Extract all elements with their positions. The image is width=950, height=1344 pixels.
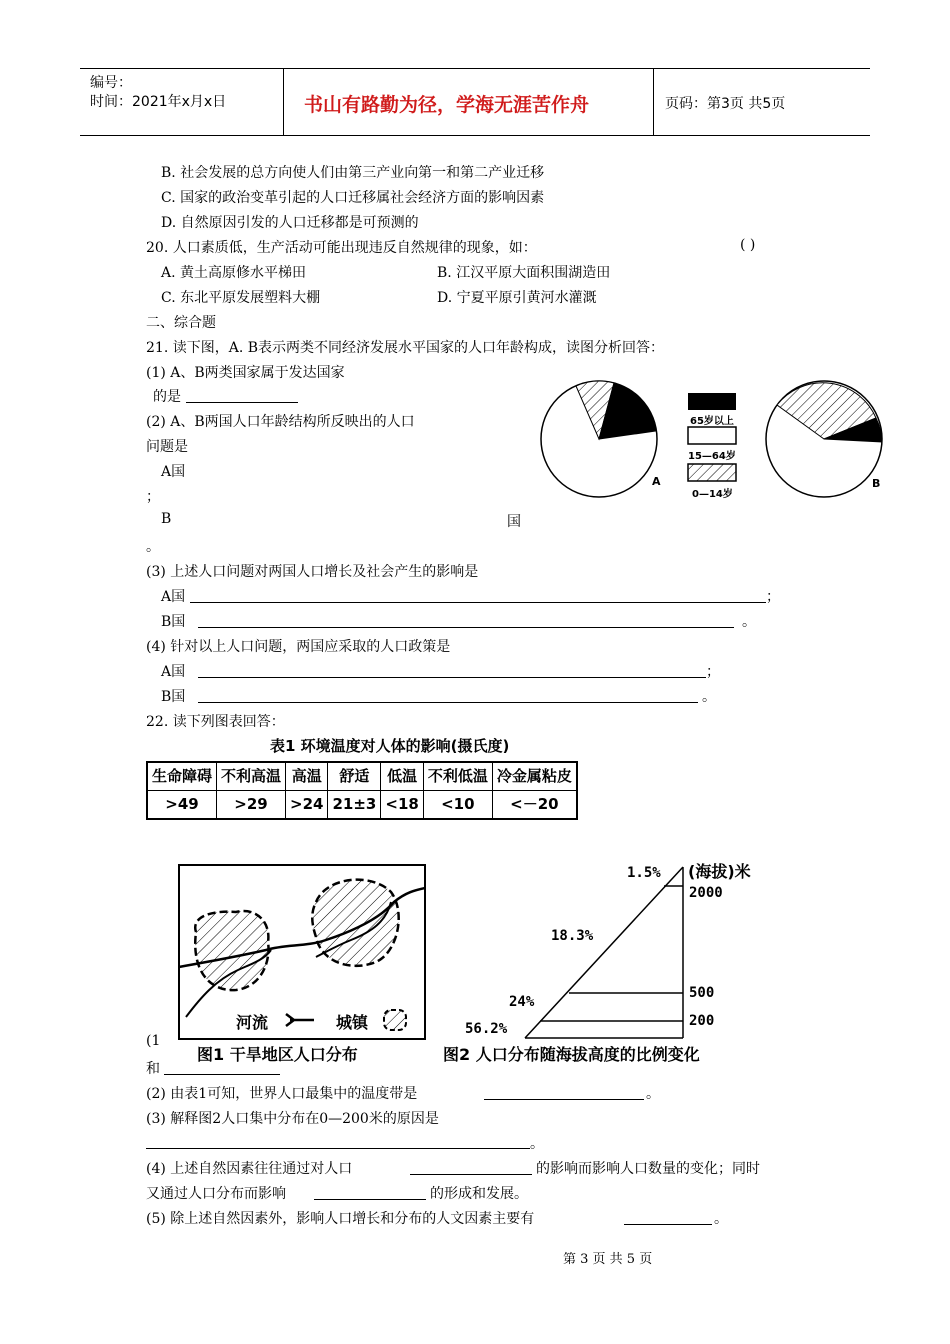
pct-3: 24% — [509, 994, 535, 1010]
option-c: C. 国家的政治变革引起的人口迁移属社会经济方面的影响因素 — [161, 190, 545, 206]
legend-old-label: 65岁以上 — [690, 416, 734, 427]
legend-young-label: 0—14岁 — [692, 489, 733, 500]
table1 — [146, 761, 578, 820]
period: 。 — [714, 1211, 728, 1227]
axis-label: (海拔)米 — [688, 862, 751, 881]
period: 。 — [530, 1136, 544, 1152]
answer-paren: ( ) — [740, 237, 756, 253]
period: 。 — [742, 614, 756, 630]
q20-option-a: A. 黄土高原修水平梯田 — [161, 265, 307, 281]
alt-2000: 2000 — [689, 885, 723, 901]
q22-part2: (2) 由表1可知，世界人口最集中的温度带是 — [146, 1086, 418, 1102]
period: 。 — [702, 689, 716, 705]
table-cell: <18 — [381, 791, 423, 820]
answer-blank — [484, 1099, 644, 1100]
part4-a-label: A国 — [161, 664, 186, 680]
answer-blank — [190, 602, 766, 603]
answer-blank — [164, 1074, 280, 1075]
legend-young-swatch — [688, 464, 736, 481]
legend-mid-label: 15—64岁 — [688, 451, 736, 462]
table-row — [147, 791, 577, 820]
period: 。 — [146, 539, 160, 555]
table-cell: <10 — [423, 791, 492, 820]
table-cell: 21±3 — [328, 791, 381, 820]
q22-part4-end: 的形成和发展。 — [430, 1186, 528, 1202]
age-structure-pies — [530, 380, 890, 505]
semicolon: ； — [766, 589, 780, 605]
legend-river-label: 河流 — [236, 1013, 269, 1032]
table-header-cell: 高温 — [286, 762, 328, 791]
answer-blank — [186, 402, 298, 403]
answer-blank — [410, 1174, 532, 1175]
semicolon: ； — [706, 664, 720, 680]
table-header-cell: 低温 — [381, 762, 423, 791]
header-motto: 书山有路勤为径，学海无涯苦作舟 — [304, 94, 590, 116]
table-header-cell: 不利高温 — [217, 762, 286, 791]
question-20: 20. 人口素质低，生产活动可能出现违反自然规律的现象，如： — [146, 240, 537, 256]
table-header-row — [147, 762, 577, 791]
figure2-altitude — [455, 855, 785, 1045]
table-cell: >24 — [286, 791, 328, 820]
q22-part4: (4) 上述自然因素往往通过对人口 — [146, 1161, 353, 1177]
q21-part2-cont: 问题是 — [146, 439, 188, 455]
country-b-suffix: 国 — [507, 514, 521, 530]
section-heading: 二、综合题 — [146, 315, 216, 331]
table-header-cell: 不利低温 — [423, 762, 492, 791]
q21-part1-cont: 的是 — [153, 389, 181, 405]
q22-part1-prefix: (1 — [146, 1033, 161, 1049]
q21-part2: (2) A、B两国人口年龄结构所反映出的人口 — [146, 414, 415, 430]
q21-part3: (3) 上述人口问题对两国人口增长及社会产生的影响是 — [146, 564, 479, 580]
q22-part3: (3) 解释图2人口集中分布在0—200米的原因是 — [146, 1111, 439, 1127]
q22-part1-and: 和 — [146, 1061, 160, 1077]
table-header-cell: 冷金属粘皮 — [492, 762, 577, 791]
question-22: 22. 读下列图表回答： — [146, 714, 285, 730]
header-divider — [653, 69, 654, 135]
pct-top: 1.5% — [627, 865, 661, 881]
q20-option-b: B. 江汉平原大面积围湖造田 — [437, 265, 611, 281]
figure1-map — [176, 862, 428, 1042]
q22-part4-line2: 又通过人口分布而影响 — [146, 1186, 286, 1202]
legend-old-swatch — [688, 393, 736, 410]
table-header-cell: 舒适 — [328, 762, 381, 791]
legend-town-label: 城镇 — [336, 1013, 369, 1032]
q21-part1: (1) A、B两类国家属于发达国家 — [146, 365, 345, 381]
table1-title: 表1 环境温度对人体的影响(摄氏度) — [270, 737, 510, 755]
answer-blank — [624, 1224, 712, 1225]
semicolon: ； — [146, 489, 160, 505]
answer-blank — [198, 677, 706, 678]
q21-part4: (4) 针对以上人口问题，两国应采取的人口政策是 — [146, 639, 451, 655]
page-footer: 第 3 页 共 5 页 — [563, 1252, 653, 1267]
q22-part4-cont: 的影响而影响人口数量的变化；同时 — [536, 1161, 760, 1177]
town-area — [195, 911, 268, 990]
alt-500: 500 — [689, 985, 715, 1001]
q20-option-d: D. 宁夏平原引黄河水灌溉 — [437, 290, 597, 306]
pie-b — [766, 381, 882, 497]
part3-b-label: B国 — [161, 614, 186, 630]
country-a-label: A国 — [161, 464, 186, 480]
header-divider — [283, 69, 284, 135]
pie-a-label: A — [652, 475, 661, 488]
legend-mid-swatch — [688, 427, 736, 444]
q22-part5: (5) 除上述自然因素外，影响人口增长和分布的人文因素主要有 — [146, 1211, 535, 1227]
option-d: D. 自然原因引发的人口迁移都是可预测的 — [161, 215, 419, 231]
figure1-caption: 图1 干旱地区人口分布 — [197, 1045, 358, 1064]
part3-a-label: A国 — [161, 589, 186, 605]
answer-blank — [314, 1199, 426, 1200]
pct-2: 18.3% — [551, 928, 594, 944]
part4-b-label: B国 — [161, 689, 186, 705]
table-header-cell: 生命障碍 — [147, 762, 217, 791]
alt-200: 200 — [689, 1013, 715, 1029]
period: 。 — [646, 1086, 660, 1102]
answer-blank — [198, 627, 734, 628]
header-time: 时间：2021年x月x日 — [90, 94, 227, 110]
header-page-code: 页码：第3页 共5页 — [665, 96, 786, 112]
q20-option-c: C. 东北平原发展塑料大棚 — [161, 290, 321, 306]
answer-blank — [198, 702, 698, 703]
figure2-caption: 图2 人口分布随海拔高度的比例变化 — [443, 1045, 700, 1064]
pie-b-label: B — [872, 477, 881, 490]
pie-a — [541, 381, 657, 497]
table-cell: >49 — [147, 791, 217, 820]
question-21: 21. 读下图，A. B表示两类不同经济发展水平国家的人口年龄构成，读图分析回答： — [146, 340, 665, 356]
header-number: 编号： — [90, 75, 132, 91]
town-legend-symbol — [384, 1010, 406, 1030]
option-b: B. 社会发展的总方向使人们由第三产业向第一和第二产业迁移 — [161, 165, 545, 181]
pct-4: 56.2% — [465, 1021, 508, 1037]
country-b-label: B — [161, 511, 172, 527]
table-cell: >29 — [217, 791, 286, 820]
table-cell: <－20 — [492, 791, 577, 820]
answer-blank — [146, 1148, 530, 1149]
